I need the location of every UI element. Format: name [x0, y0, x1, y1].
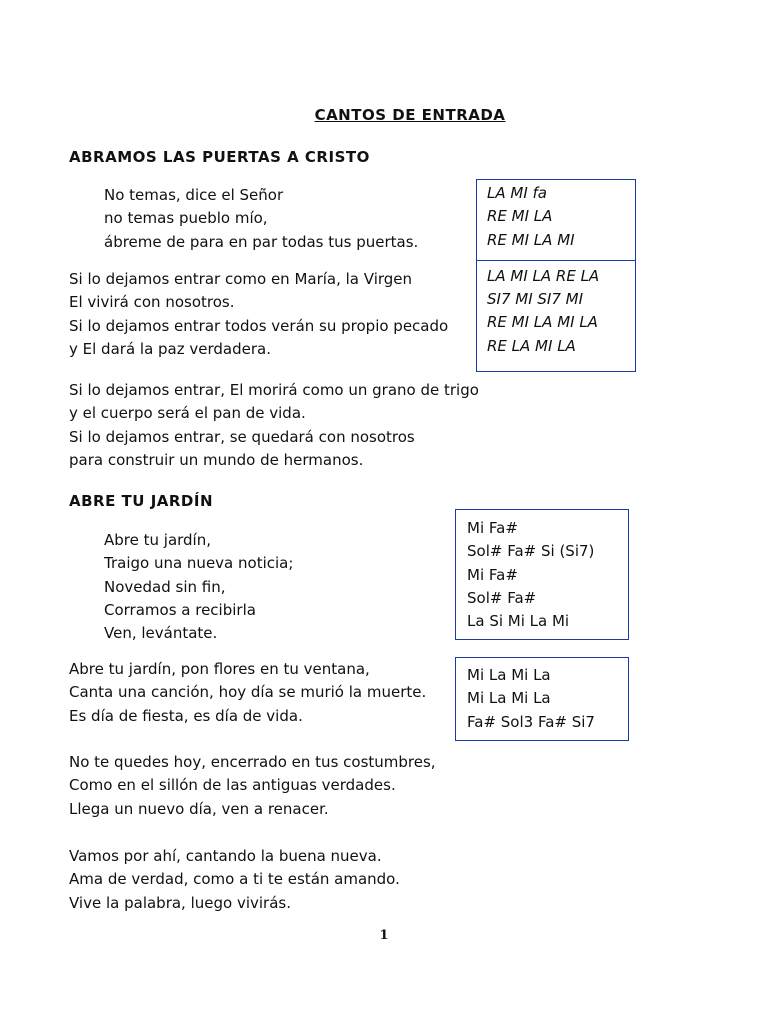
- lyric-line: Si lo dejamos entrar como en María, la Virgen: [69, 270, 413, 288]
- lyric-line: Si lo dejamos entrar, se quedará con nosotros: [69, 427, 415, 446]
- chord-line: LA MI LA RE LA: [487, 266, 600, 285]
- lyric-line: Abre tu jardín, pon flores en tu ventana,: [69, 660, 370, 678]
- song2-chord-box-verse: [455, 657, 629, 741]
- chord-line: RE MI LA MI: [487, 230, 575, 249]
- lyric-line: Vamos por ahí, cantando la buena nueva.: [69, 847, 382, 865]
- chord-line: LA MI fa: [487, 184, 547, 202]
- song2-chorus: [104, 529, 293, 645]
- lyric-line: Si lo dejamos entrar, El morirá como un grano de trigo: [69, 381, 479, 399]
- chord-line: Mi Fa#: [467, 565, 518, 584]
- lyric-line: Como en el sillón de las antiguas verdades.: [69, 776, 396, 795]
- chords-chorus: [477, 180, 635, 254]
- song1-chord-box: [476, 179, 636, 372]
- page-number: 1: [379, 928, 389, 943]
- chord-line: SI7 MI SI7 MI: [487, 290, 584, 309]
- lyric-line: no temas pueblo mío,: [104, 209, 268, 228]
- lyric-line: Ama de verdad, como a ti te están amando.: [69, 870, 400, 889]
- lyric-line: para construir un mundo de hermanos.: [69, 450, 364, 469]
- song2-verse3: [69, 845, 400, 915]
- lyric-line: Llega un nuevo día, ven a renacer.: [69, 799, 329, 818]
- song1-verse1: [69, 268, 448, 361]
- chords-verse: [477, 260, 635, 358]
- song2-verse1: [69, 658, 426, 728]
- chord-line: RE MI LA MI LA: [487, 313, 598, 332]
- song1-chorus: [104, 184, 418, 254]
- lyric-line: No temas, dice el Señor: [104, 186, 284, 204]
- lyric-line: Corramos a recibirla: [104, 600, 256, 619]
- lyric-line: y el cuerpo será el pan de vida.: [69, 404, 306, 423]
- chord-line: RE LA MI LA: [487, 336, 576, 355]
- chord-line: Mi Fa#: [467, 519, 518, 537]
- song-heading-abramos: ABRAMOS LAS PUERTAS A CRISTO: [69, 148, 370, 166]
- lyric-line: Traigo una nueva noticia;: [104, 554, 294, 573]
- lyric-line: Canta una canción, hoy día se murió la muerte.: [69, 683, 427, 702]
- lyric-line: Novedad sin fin,: [104, 577, 226, 596]
- song1-verse2: [69, 379, 479, 472]
- lyric-line: Abre tu jardín,: [104, 531, 211, 549]
- lyric-line: Es día de fiesta, es día de vida.: [69, 706, 303, 725]
- page-title: CANTOS DE ENTRADA: [314, 106, 506, 124]
- chord-line: Sol# Fa#: [467, 588, 537, 607]
- lyric-line: No te quedes hoy, encerrado en tus costumbres,: [69, 753, 436, 771]
- chord-line: RE MI LA: [487, 207, 553, 226]
- lyric-line: y El dará la paz verdadera.: [69, 339, 271, 358]
- lyric-line: Vive la palabra, luego vivirás.: [69, 893, 291, 912]
- lyric-line: El vivirá con nosotros.: [69, 293, 235, 312]
- song2-chord-box-chorus: [455, 509, 629, 640]
- chord-line: Mi La Mi La: [467, 689, 551, 708]
- chord-line: Sol# Fa# Si (Si7): [467, 542, 595, 561]
- chord-line: La Si Mi La Mi: [467, 612, 570, 631]
- chord-line: Fa# Sol3 Fa# Si7: [467, 712, 595, 731]
- lyric-line: ábreme de para en par todas tus puertas.: [104, 232, 419, 251]
- chord-line: Mi La Mi La: [467, 666, 551, 684]
- song-heading-abre-tu-jardin: ABRE TU JARDÍN: [69, 492, 214, 510]
- lyric-line: Si lo dejamos entrar todos verán su propio pecado: [69, 316, 449, 335]
- song2-verse2: [69, 751, 436, 821]
- lyric-line: Ven, levántate.: [104, 624, 218, 643]
